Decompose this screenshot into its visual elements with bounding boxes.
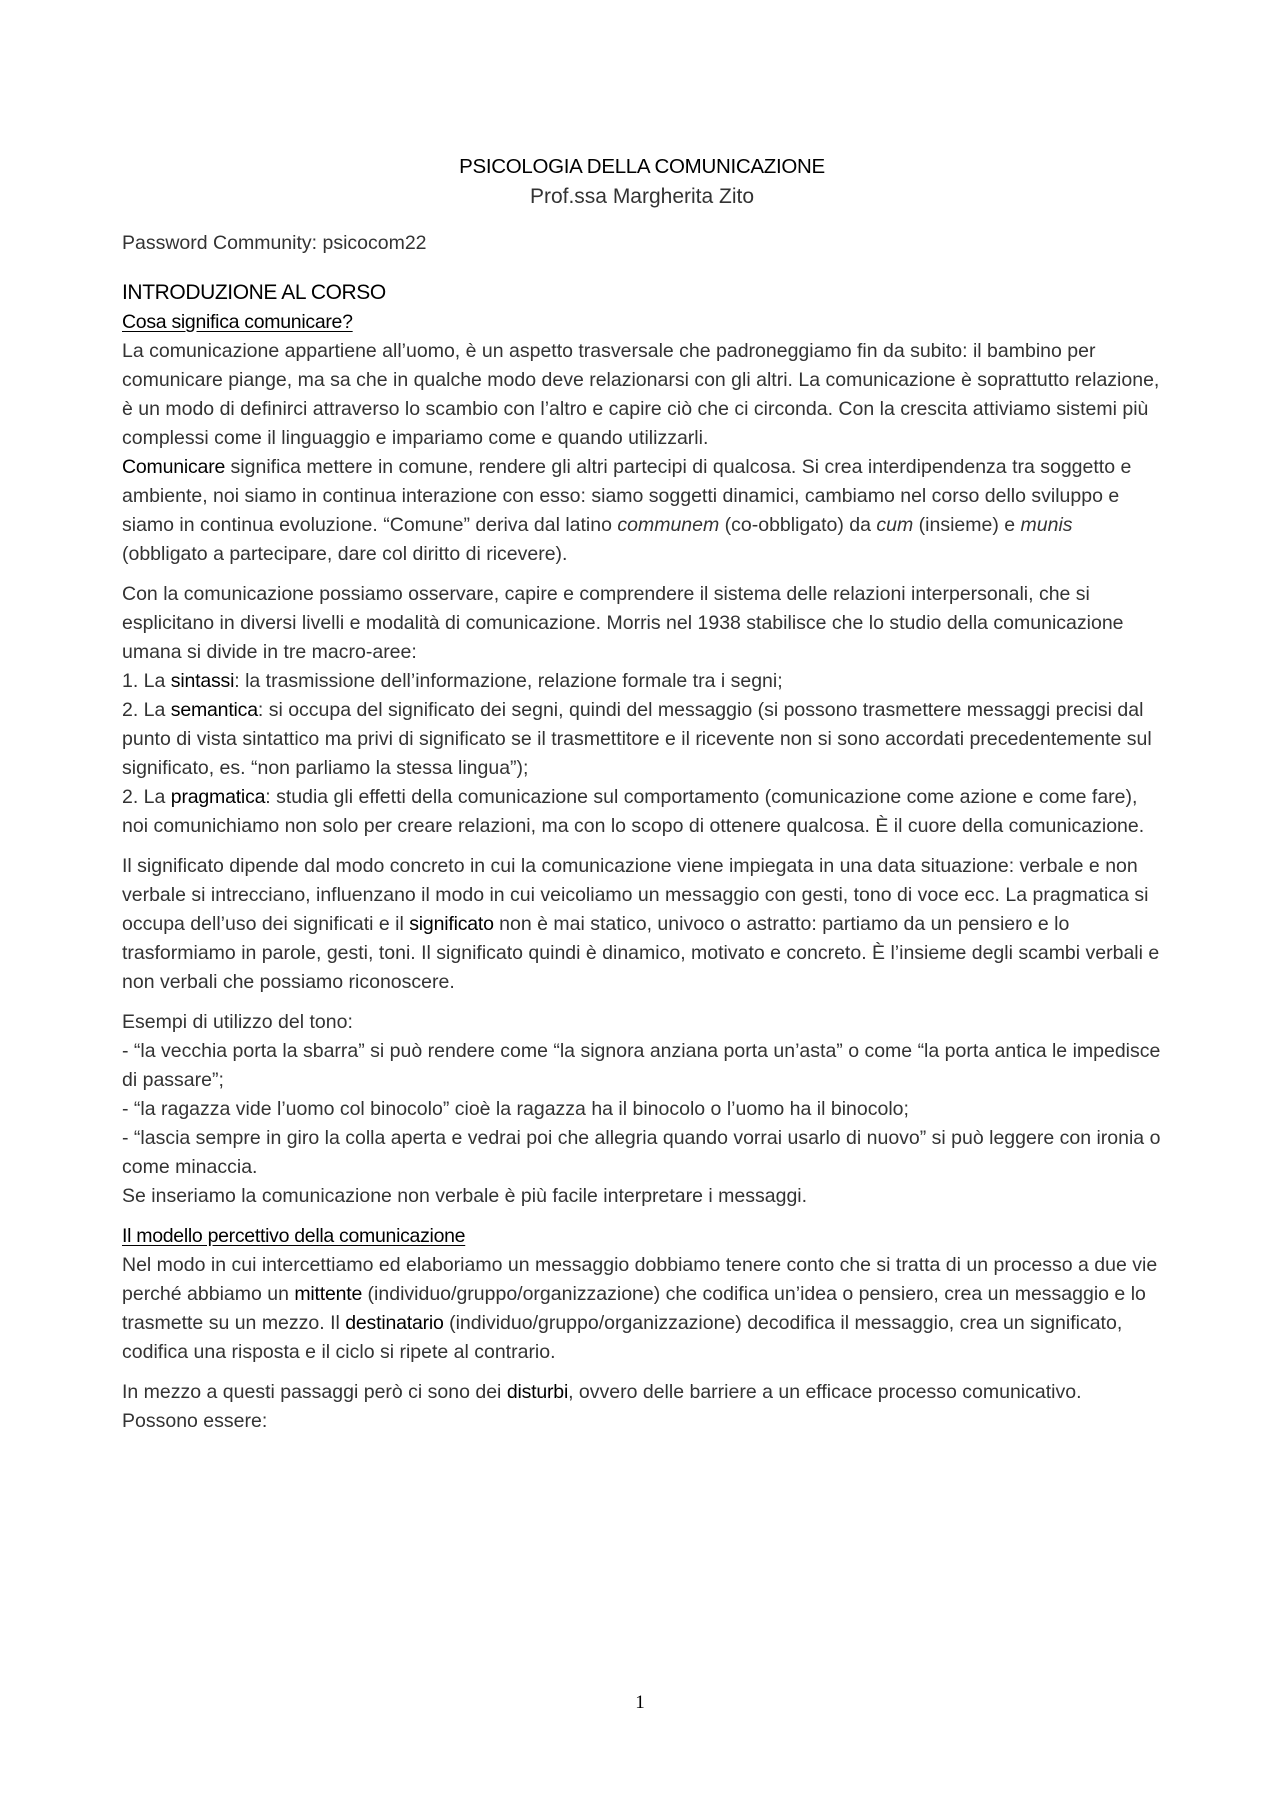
section-heading-intro: INTRODUZIONE AL CORSO — [122, 281, 386, 304]
term-mittente: mittente — [294, 1283, 363, 1305]
subheading-modello-percettivo: Il modello percettivo della comunicazione — [122, 1225, 466, 1247]
list-item-text: : la trasmissione dell’informazione, relazione formale tra i segni; — [234, 670, 783, 692]
paragraph-intro-text: La comunicazione appartiene all’uomo, è un aspetto trasversale che padroneggiamo fin da subito: il bambino per comunicare piange, ma sa che in qualche modo deve relazionarsi con gli altri. La comunicazione è soprattutto relazione, è un modo di definirci attraverso lo scambio con l’altro e capire ciò che ci circonda. Con la crescita attiviamo sistemi più complessi come il linguaggio e impariamo come e quando utilizzarli. — [122, 340, 1160, 449]
list-item-text: : si occupa del significato dei segni, quindi del messaggio (si possono trasmettere messaggi precisi dal punto di vista sintattico ma privi di significato se il trasmettitore e il ricevente non si sono accordati precedentemente sul significato, es. “non parliamo la stessa lingua”); — [122, 699, 1152, 779]
term-semantica: semantica — [170, 699, 258, 721]
document-title: PSICOLOGIA DELLA COMUNICAZIONE — [459, 155, 825, 178]
paragraph-intro — [122, 337, 1162, 569]
paragraph-significato — [122, 852, 1162, 997]
subheading-cosa-significa: Cosa significa comunicare? — [122, 311, 353, 333]
term-comunicare: Comunicare — [122, 456, 226, 478]
term-destinatario: destinatario — [345, 1312, 444, 1334]
paragraph-intro-text-4: (insieme) e — [913, 514, 1021, 536]
paragraph-intro-text-2: significa mettere in comune, rendere gli altri partecipi di qualcosa. Si crea interdipendenza tra soggetto e ambiente, noi siamo in continua interazione con esso: siamo soggetti dinamici, cambiamo nel corso dello sviluppo e siamo in continua evoluzione. “Comune” deriva dal latino — [122, 456, 1132, 536]
list-item-semantica — [122, 696, 1162, 783]
document-subtitle: Prof.ssa Margherita Zito — [529, 185, 755, 208]
paragraph-intro-text-5: (obbligato a partecipare, dare col diritto di ricevere). — [122, 543, 568, 565]
list-item-prefix: 2. La — [122, 786, 171, 808]
paragraph-significato-text-2: non è mai statico, univoco o astratto: partiamo da un pensiero e lo trasformiamo in parole, gesti, toni. Il significato quindi è dinamico, motivato e concreto. È l’insieme degli scambi verbali e non verbali che possiamo riconoscere. — [122, 913, 1160, 993]
paragraph-modello-text: Nel modo in cui intercettiamo ed elaboriamo un messaggio dobbiamo tenere conto che si tratta di un processo a due vie perché abbiamo un — [122, 1254, 1158, 1305]
term-disturbi: disturbi — [506, 1381, 569, 1403]
list-item-prefix: 2. La — [122, 699, 171, 721]
example-item: - “lascia sempre in giro la colla aperta e vedrai poi che allegria quando vorrai usarlo di nuovo” si può leggere con ironia o come minaccia. — [122, 1127, 1161, 1178]
paragraph-modello-text-3: (individuo/gruppo/organizzazione) decodifica il messaggio, crea un significato, codifica una risposta e il ciclo si ripete al contrario. — [122, 1312, 1123, 1363]
paragraph-disturbi — [122, 1378, 1162, 1436]
term-cum: cum — [876, 514, 914, 536]
example-item: - “la ragazza vide l’uomo col binocolo” cioè la ragazza ha il binocolo o l’uomo ha il binocolo; — [122, 1098, 909, 1120]
paragraph-modello-text-2: (individuo/gruppo/organizzazione) che codifica un’idea o pensiero, crea un messaggio e lo trasmette su un mezzo. Il — [122, 1283, 1146, 1334]
term-sintassi: sintassi — [170, 670, 235, 692]
page-number: 1 — [635, 1692, 645, 1713]
term-pragmatica: pragmatica — [170, 786, 266, 808]
paragraph-significato-text: Il significato dipende dal modo concreto in cui la comunicazione viene impiegata in una data situazione: verbale e non verbale si intrecciano, influenzano il modo in cui veicoliamo un messaggio con gesti, tono di voce ecc. La pragmatica si occupa dell’uso dei significati e il — [122, 855, 1149, 935]
paragraph-examples — [122, 1008, 1162, 1211]
term-munis: munis — [1020, 514, 1073, 536]
list-item-prefix: 1. La — [122, 670, 171, 692]
examples-heading: Esempi di utilizzo del tono: — [122, 1011, 353, 1033]
list-item-text: : studia gli effetti della comunicazione sul comportamento (comunicazione come azione e come fare), noi comunichiamo non solo per creare relazioni, ma con lo scopo di ottenere qualcosa. È il cuore della comunicazione. — [122, 786, 1145, 837]
paragraph-morris — [122, 580, 1162, 841]
term-significato: significato — [409, 913, 494, 935]
paragraph-modello — [122, 1251, 1162, 1367]
password-line: Password Community: psicocom22 — [122, 232, 427, 254]
paragraph-intro-text-3: (co-obbligato) da — [719, 514, 877, 536]
paragraph-morris-text: Con la comunicazione possiamo osservare, capire e comprendere il sistema delle relazioni interpersonali, che si esplicitano in diversi livelli e modalità di comunicazione. Morris nel 1938 stabilisce che lo studio della comunicazione umana si divide in tre macro-aree: — [122, 583, 1124, 663]
page-content — [122, 152, 1162, 1447]
paragraph-disturbi-text: In mezzo a questi passaggi però ci sono dei — [122, 1381, 507, 1403]
list-item-sintassi — [122, 667, 1162, 696]
paragraph-disturbi-text-2: , ovvero delle barriere a un efficace processo comunicativo. Possono essere: — [122, 1381, 1082, 1432]
list-item-pragmatica — [122, 783, 1162, 841]
term-communem: communem — [617, 514, 720, 536]
examples-close: Se inseriamo la comunicazione non verbale è più facile interpretare i messaggi. — [122, 1185, 808, 1207]
example-item: - “la vecchia porta la sbarra” si può rendere come “la signora anziana porta un’asta” o come “la porta antica le impedisce di passare”; — [122, 1040, 1161, 1091]
